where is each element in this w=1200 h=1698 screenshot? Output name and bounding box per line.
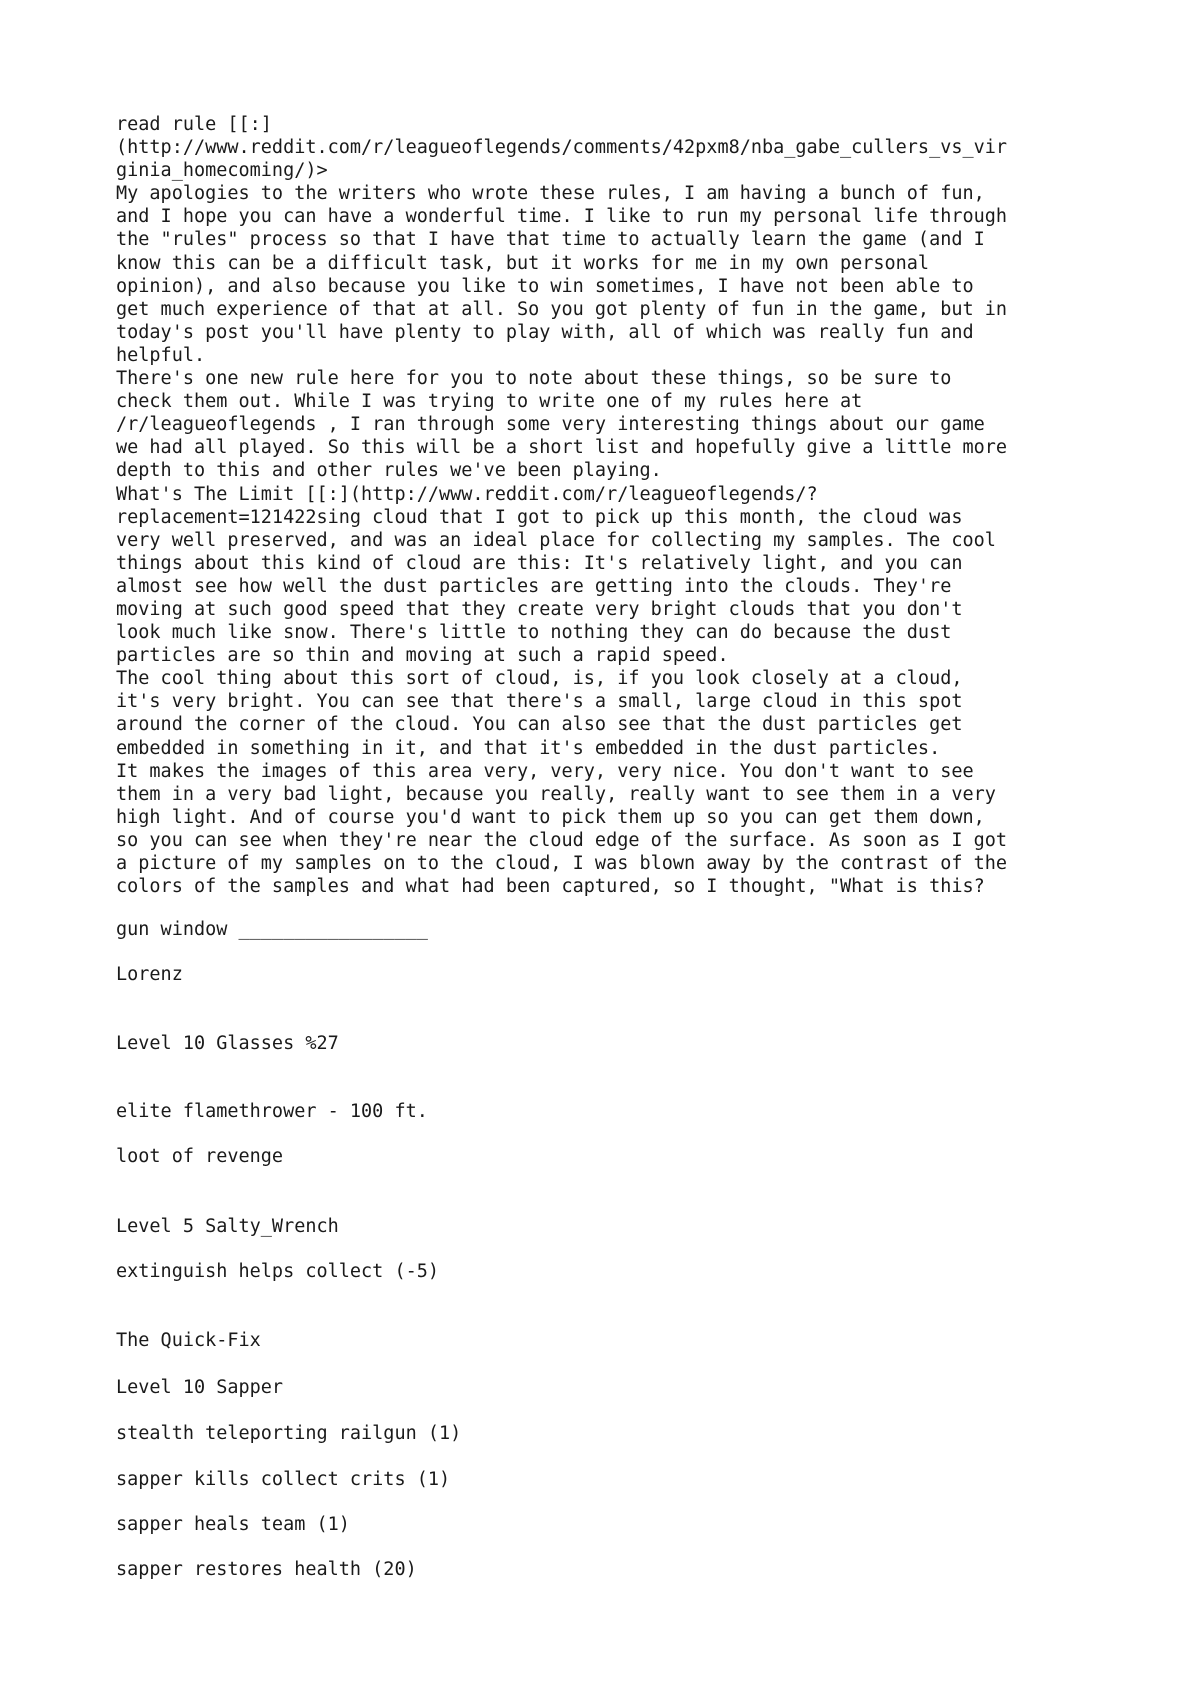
body-line: so you can see when they're near the cloud edge of the surface. As soon as I got xyxy=(116,829,1008,851)
list-item: Level 5 Salty_Wrench xyxy=(116,1216,339,1237)
body-line: It makes the images of this area very, very, very nice. You don't want to see xyxy=(116,760,974,782)
body-line: it's very bright. You can see that there's a small, large cloud in this spot xyxy=(116,691,963,713)
list-item: The Quick-Fix xyxy=(116,1330,261,1351)
body-line: My apologies to the writers who wrote these rules, I am having a bunch of fun, xyxy=(116,183,985,205)
body-line: get much experience of that at all. So you got plenty of fun in the game, but in xyxy=(116,298,1008,320)
body-line: look much like snow. There's little to nothing they can do because the dust xyxy=(116,622,952,644)
list-item: gun window _________________ xyxy=(116,919,428,940)
body-line: very well preserved, and was an ideal place for collecting my samples. The cool xyxy=(116,529,996,551)
list-item: Lorenz xyxy=(116,964,183,985)
body-line: the "rules" process so that I have that time to actually learn the game (and I xyxy=(116,229,985,251)
body-line: today's post you'll have plenty to play with, all of which was really fun and xyxy=(116,321,974,343)
list-item: extinguish helps collect (-5) xyxy=(116,1261,440,1282)
body-line: around the corner of the cloud. You can also see that the dust particles get xyxy=(116,714,963,736)
list-item: sapper restores health (20) xyxy=(116,1559,417,1580)
body-line: colors of the samples and what had been captured, so I thought, "What is this? xyxy=(116,876,985,898)
body-line: moving at such good speed that they create very bright clouds that you don't xyxy=(116,598,963,620)
body-line: we had all played. So this will be a short list and hopefully give a little more xyxy=(116,437,1008,459)
body-line: things about this kind of cloud are this: It's relatively light, and you can xyxy=(116,552,963,574)
body-line: know this can be a difficult task, but it works for me in my own personal xyxy=(116,252,930,274)
list-item: sapper heals team (1) xyxy=(116,1514,350,1535)
body-line: check them out. While I was trying to write one of my rules here at xyxy=(116,391,863,413)
body-line: What's The Limit [[:](http://www.reddit.com/r/leagueoflegends/? xyxy=(116,483,818,505)
body-line: (http://www.reddit.com/r/leagueoflegends/comments/42pxm8/nba_gabe_cullers_vs_vir xyxy=(116,137,1008,159)
body-line: embedded in something in it, and that it's embedded in the dust particles. xyxy=(116,737,941,759)
list-item: sapper kills collect crits (1) xyxy=(116,1469,451,1490)
body-line: a picture of my samples on to the cloud, I was blown away by the contrast of the xyxy=(116,853,1008,874)
body-line: ginia_homecoming/)> xyxy=(116,160,328,182)
body-line: helpful. xyxy=(116,344,206,366)
body-line: them in a very bad light, because you really, really want to see them in a very xyxy=(116,783,996,805)
body-line: /r/leagueoflegends , I ran through some very interesting things about our game xyxy=(116,414,985,436)
body-line: There's one new rule here for you to note about these things, so be sure to xyxy=(116,368,952,390)
body-line: almost see how well the dust particles are getting into the clouds. They're xyxy=(116,575,952,597)
list-item: Level 10 Sapper xyxy=(116,1377,284,1398)
document-body xyxy=(116,113,1176,898)
body-line: depth to this and other rules we've been playing. xyxy=(116,460,662,482)
body-line: replacement=121422sing cloud that I got to pick up this month, the cloud was xyxy=(116,506,963,528)
body-line: read rule [[:] xyxy=(116,114,272,135)
body-line: particles are so thin and moving at such a rapid speed. xyxy=(116,645,729,667)
body-line: high light. And of course you'd want to pick them up so you can get them down, xyxy=(116,806,985,828)
list-item: loot of revenge xyxy=(116,1146,284,1167)
body-line: The cool thing about this sort of cloud, is, if you look closely at a cloud, xyxy=(116,668,963,690)
list-item: elite flamethrower - 100 ft. xyxy=(116,1101,428,1122)
body-line: and I hope you can have a wonderful time. I like to run my personal life through xyxy=(116,206,1008,228)
list-item: Level 10 Glasses %27 xyxy=(116,1033,339,1054)
list-item: stealth teleporting railgun (1) xyxy=(116,1423,462,1444)
body-line: opinion), and also because you like to win sometimes, I have not been able to xyxy=(116,275,974,297)
